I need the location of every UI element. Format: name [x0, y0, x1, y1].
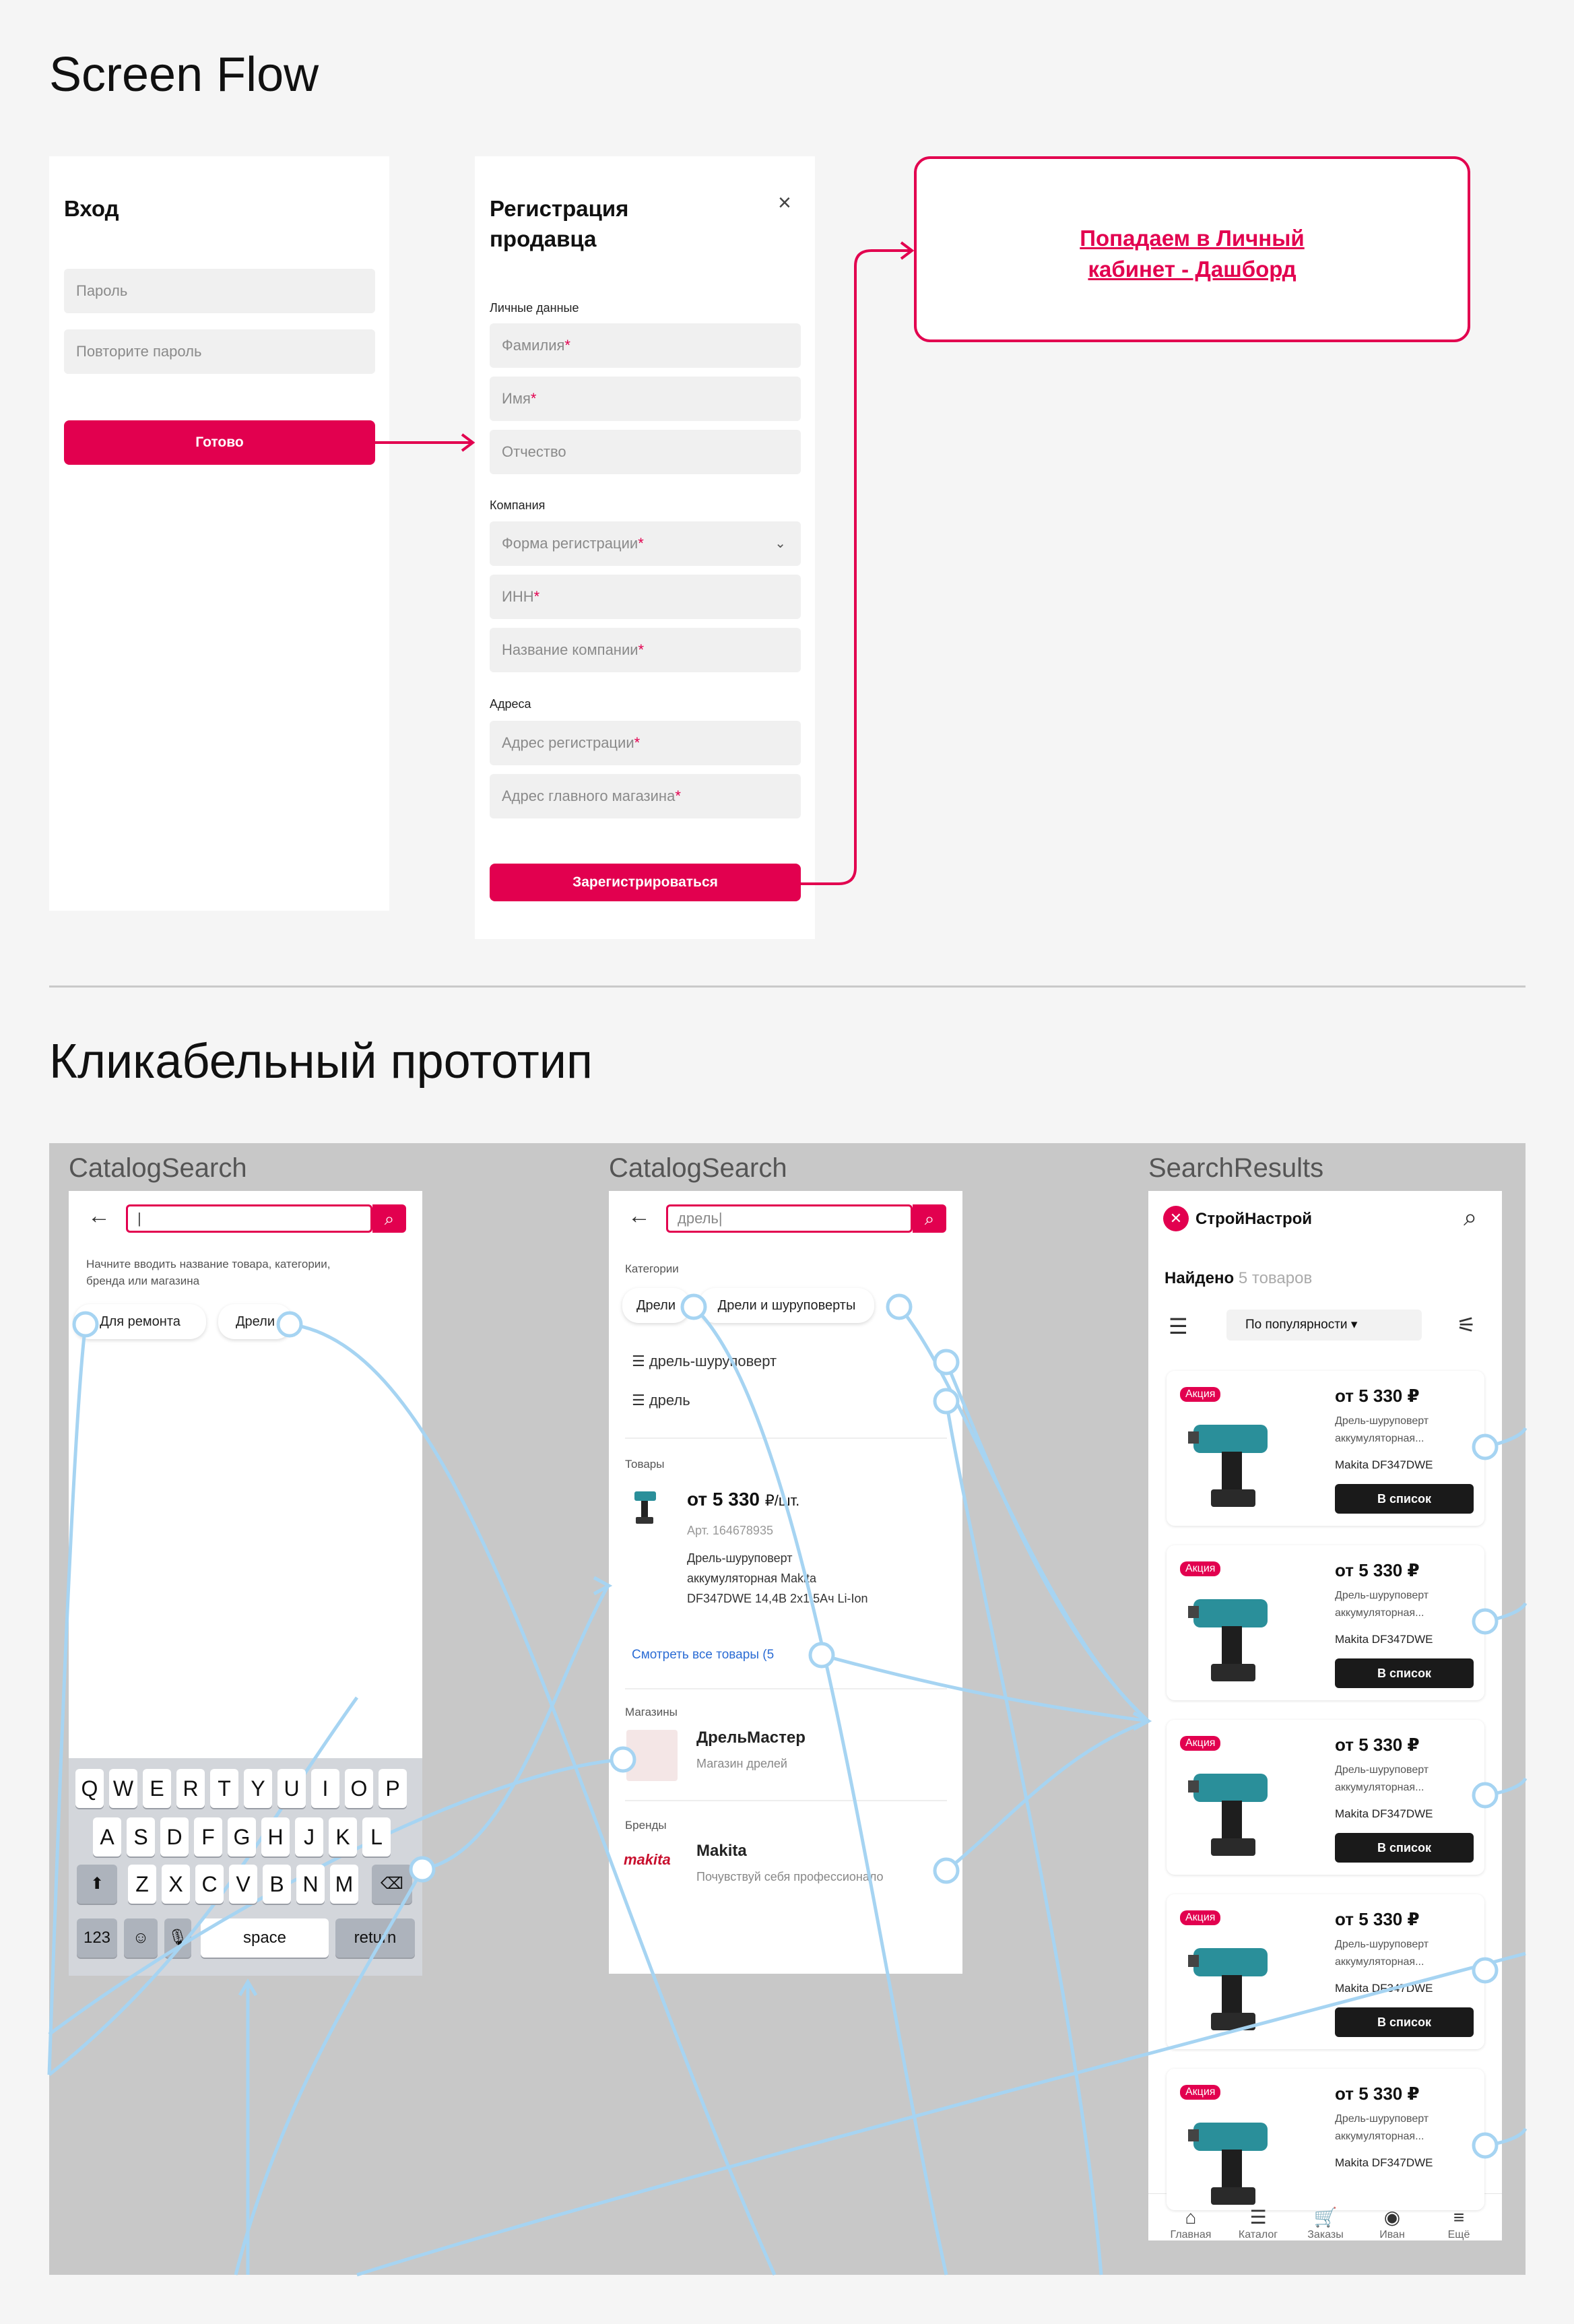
product-card[interactable] — [1167, 1545, 1484, 1700]
return-key[interactable]: return — [335, 1918, 415, 1958]
hint-line1: Начните вводить название товара, категории, — [86, 1258, 331, 1270]
product-card[interactable] — [1167, 2069, 1484, 2210]
microphone-key-icon[interactable]: 🎙 — [164, 1918, 191, 1958]
key-f[interactable]: F — [194, 1817, 222, 1857]
reg-form-placeholder: Форма регистрации — [502, 535, 638, 552]
drill-image — [1187, 1411, 1281, 1512]
nav-orders-label: Заказы — [1307, 2229, 1344, 2240]
key-l[interactable]: L — [362, 1817, 391, 1857]
required-mark: * — [675, 787, 681, 804]
password-field[interactable]: Пароль — [64, 269, 375, 313]
search-input[interactable]: дрель| — [666, 1204, 913, 1233]
brand-name[interactable]: Makita — [696, 1842, 747, 1860]
shop-logo-icon: ✕ — [1163, 1206, 1189, 1231]
promo-badge: Акция — [1180, 1387, 1220, 1402]
main-store-placeholder: Адрес главного магазина — [502, 787, 676, 804]
product-card[interactable] — [1167, 1720, 1484, 1875]
name-placeholder: Имя — [502, 390, 531, 407]
product-price: от 5 330 ₽ — [1335, 1560, 1420, 1580]
cart-icon: 🛒 — [1313, 2207, 1338, 2228]
store-desc: Магазин дрелей — [696, 1757, 787, 1770]
search-icon[interactable]: ⌕ — [913, 1204, 946, 1233]
key-a[interactable]: A — [93, 1817, 121, 1857]
flow-arrows — [0, 0, 1574, 943]
sort-label: По популярности — [1245, 1318, 1348, 1332]
repeat-password-field[interactable]: Повторите пароль — [64, 329, 375, 374]
drill-image — [1187, 2109, 1281, 2210]
registration-title-line1: Регистрация — [490, 196, 629, 221]
product-desc: Дрель-шуруповерт аккумуляторная... — [1335, 2113, 1429, 2142]
price-unit: ₽/шт. — [764, 1492, 800, 1509]
promo-badge: Акция — [1180, 1736, 1220, 1751]
product-brand: Makita DF347DWE — [1335, 1807, 1433, 1820]
personal-data-label: Личные данные — [490, 301, 579, 315]
key-k[interactable]: K — [329, 1817, 357, 1857]
brand-desc: Почувствуй себя профессионало — [696, 1870, 884, 1883]
chevron-down-icon: ▾ — [1350, 1318, 1358, 1332]
key-z[interactable]: Z — [128, 1865, 156, 1904]
close-icon[interactable]: × — [778, 190, 791, 216]
suggestion-1-text: дрель-шуруповерт — [649, 1353, 777, 1369]
nav-catalog[interactable] — [1228, 2206, 1288, 2241]
key-x[interactable]: X — [162, 1865, 190, 1904]
found-count — [1165, 1269, 1312, 1288]
shop-name: СтройНастрой — [1195, 1210, 1313, 1228]
surname-placeholder: Фамилия — [502, 337, 565, 354]
product-desc: Дрель-шуруповерт аккумуляторная... — [1335, 1939, 1429, 1968]
key-i[interactable]: I — [311, 1769, 339, 1808]
add-to-list-button[interactable]: В список — [1335, 1484, 1474, 1514]
product-price: от 5 330 ₽ — [1335, 1909, 1420, 1929]
patronymic-field[interactable]: Отчество — [490, 430, 801, 474]
key-123[interactable]: 123 — [77, 1918, 117, 1958]
goods-label: Товары — [625, 1458, 665, 1471]
done-button[interactable]: Готово — [64, 420, 375, 465]
brands-label: Бренды — [625, 1819, 667, 1832]
search-icon[interactable]: ⌕ — [372, 1204, 406, 1233]
suggestion-1[interactable] — [632, 1353, 777, 1370]
section-title-screen-flow: Screen Flow — [49, 48, 319, 102]
product-desc-line3: DF347DWE 14,4В 2x1,5Ач Li-Ion — [687, 1592, 868, 1605]
product-price: от 5 330 ₽/шт. — [687, 1489, 800, 1510]
product-card[interactable] — [1167, 1371, 1484, 1526]
list-search-icon: ☰ — [632, 1353, 649, 1369]
inn-placeholder: ИНН — [502, 588, 534, 605]
drill-image — [1187, 1586, 1281, 1687]
product-desc-line1: Дрель-шуруповерт — [687, 1551, 793, 1565]
section-divider — [49, 986, 1526, 988]
suggestion-2-text: дрель — [649, 1392, 690, 1409]
sort-select[interactable] — [1226, 1310, 1422, 1341]
product-price: от 5 330 ₽ — [1335, 1735, 1420, 1755]
required-mark: * — [530, 390, 537, 407]
key-m[interactable]: M — [330, 1865, 358, 1904]
key-d[interactable]: D — [160, 1817, 189, 1857]
promo-badge: Акция — [1180, 1910, 1220, 1925]
key-b[interactable]: B — [263, 1865, 291, 1904]
nav-home-label: Главная — [1170, 2229, 1212, 2240]
add-to-list-button[interactable]: В список — [1335, 1658, 1474, 1688]
back-arrow-icon[interactable]: ← — [628, 1203, 651, 1229]
key-s[interactable]: S — [127, 1817, 155, 1857]
found-count-value: 5 товаров — [1238, 1269, 1313, 1287]
drill-image — [1187, 1760, 1281, 1861]
nav-profile[interactable] — [1362, 2206, 1422, 2241]
divider — [625, 1438, 947, 1439]
filters-icon[interactable]: ⚟ — [1457, 1313, 1476, 1337]
store-logo — [626, 1730, 678, 1781]
space-key[interactable]: space — [201, 1918, 329, 1958]
suggestion-2[interactable] — [632, 1392, 690, 1409]
key-j[interactable]: J — [295, 1817, 323, 1857]
key-g[interactable]: G — [228, 1817, 256, 1857]
divider — [625, 1688, 947, 1689]
view-toggle-icon[interactable]: ☰ — [1169, 1314, 1188, 1338]
hint-line2: бренда или магазина — [86, 1274, 200, 1287]
user-icon: ◉ — [1383, 2207, 1401, 2228]
product-article: Арт. 164678935 — [687, 1524, 773, 1537]
key-u[interactable]: U — [277, 1769, 306, 1808]
key-v[interactable]: V — [229, 1865, 257, 1904]
drill-image — [632, 1487, 659, 1528]
login-title: Вход — [64, 196, 119, 221]
catalog-search-results-screen — [609, 1191, 962, 1974]
product-brand: Makita DF347DWE — [1335, 2156, 1433, 2169]
key-c[interactable]: C — [195, 1865, 224, 1904]
key-r[interactable]: R — [176, 1769, 205, 1808]
search-input[interactable]: | — [126, 1204, 372, 1233]
nav-home[interactable] — [1160, 2206, 1221, 2241]
key-e[interactable]: E — [143, 1769, 171, 1808]
add-to-list-button[interactable]: В список — [1335, 2007, 1474, 2037]
catalog-icon: ☰ — [1249, 2207, 1267, 2228]
promo-badge: Акция — [1180, 1561, 1220, 1576]
backspace-key[interactable]: ⌫ — [372, 1865, 412, 1904]
nav-orders[interactable] — [1295, 2206, 1356, 2241]
reg-address-placeholder: Адрес регистрации — [502, 734, 634, 751]
product-desc: Дрель-шуруповерт аккумуляторная... — [1335, 1764, 1429, 1793]
required-mark: * — [634, 734, 641, 751]
home-icon: ⌂ — [1185, 2207, 1197, 2228]
product-price: от 5 330 ₽ — [1335, 1386, 1420, 1406]
promo-badge: Акция — [1180, 2085, 1220, 2100]
tag-for-repair[interactable]: Для ремонта — [74, 1304, 206, 1339]
result-line2: кабинет - Дашборд — [1088, 257, 1297, 282]
required-mark: * — [638, 535, 644, 552]
company-name-placeholder: Название компании — [502, 641, 638, 658]
nav-catalog-label: Каталог — [1238, 2229, 1278, 2240]
see-all-goods-link[interactable]: Смотреть все товары (5 — [632, 1648, 775, 1662]
nav-more-label: Ещё — [1447, 2229, 1470, 2240]
key-w[interactable]: W — [109, 1769, 137, 1808]
product-brand: Makita DF347DWE — [1335, 1633, 1433, 1646]
product-card[interactable] — [1167, 1894, 1484, 2049]
key-y[interactable]: Y — [244, 1769, 272, 1808]
divider — [625, 1800, 947, 1801]
found-label: Найдено — [1165, 1269, 1235, 1287]
required-mark: * — [564, 337, 570, 354]
product-desc-line2: аккумуляторная Makita — [687, 1572, 816, 1585]
search-icon[interactable]: ⌕ — [1464, 1203, 1478, 1231]
register-button[interactable]: Зарегистрироваться — [490, 864, 801, 901]
add-to-list-button[interactable]: В список — [1335, 1833, 1474, 1863]
back-arrow-icon[interactable]: ← — [88, 1203, 110, 1229]
frame-name-catalogsearch-1: CatalogSearch — [69, 1153, 247, 1183]
section-title-prototype: Кликабельный прототип — [49, 1035, 593, 1089]
key-q[interactable]: Q — [75, 1769, 104, 1808]
key-t[interactable]: T — [210, 1769, 238, 1808]
frame-name-searchresults: SearchResults — [1148, 1153, 1324, 1183]
category-tag-drills[interactable]: Дрели — [622, 1288, 690, 1323]
company-label: Компания — [490, 498, 546, 512]
menu-icon: ≡ — [1453, 2207, 1465, 2228]
tag-drills[interactable]: Дрели — [218, 1304, 292, 1339]
product-price: от 5 330 ₽ — [1335, 2084, 1420, 2104]
frame-name-catalogsearch-2: CatalogSearch — [609, 1153, 787, 1183]
shift-key[interactable]: ⬆ — [77, 1865, 117, 1904]
drill-image — [1187, 1935, 1281, 2036]
addresses-label: Адреса — [490, 697, 531, 711]
result-line1: Попадаем в Личный — [1080, 226, 1305, 251]
key-h[interactable]: H — [261, 1817, 290, 1857]
product-brand: Makita DF347DWE — [1335, 1458, 1433, 1471]
catalog-search-empty-screen — [69, 1191, 422, 1976]
makita-logo: makita — [624, 1851, 671, 1868]
store-name[interactable]: ДрельМастер — [696, 1729, 806, 1747]
list-search-icon: ☰ — [632, 1392, 649, 1409]
key-n[interactable]: N — [296, 1865, 325, 1904]
categories-label: Категории — [625, 1262, 679, 1275]
registration-title-line2: продавца — [490, 226, 597, 251]
chevron-down-icon: ⌄ — [775, 536, 786, 551]
nav-profile-label: Иван — [1379, 2229, 1405, 2240]
key-o[interactable]: O — [345, 1769, 373, 1808]
product-desc: Дрель-шуруповерт аккумуляторная... — [1335, 1415, 1429, 1444]
product-brand: Makita DF347DWE — [1335, 1982, 1433, 1995]
nav-more[interactable] — [1429, 2206, 1489, 2241]
required-mark: * — [638, 641, 645, 658]
stores-label: Магазины — [625, 1706, 678, 1718]
required-mark: * — [533, 588, 540, 605]
product-desc: Дрель-шуруповерт аккумуляторная... — [1335, 1590, 1429, 1619]
category-tag-drills-screwdrivers[interactable]: Дрели и шуруповерты — [699, 1288, 874, 1323]
emoji-key-icon[interactable]: ☺ — [124, 1918, 158, 1958]
key-p[interactable]: P — [379, 1769, 407, 1808]
